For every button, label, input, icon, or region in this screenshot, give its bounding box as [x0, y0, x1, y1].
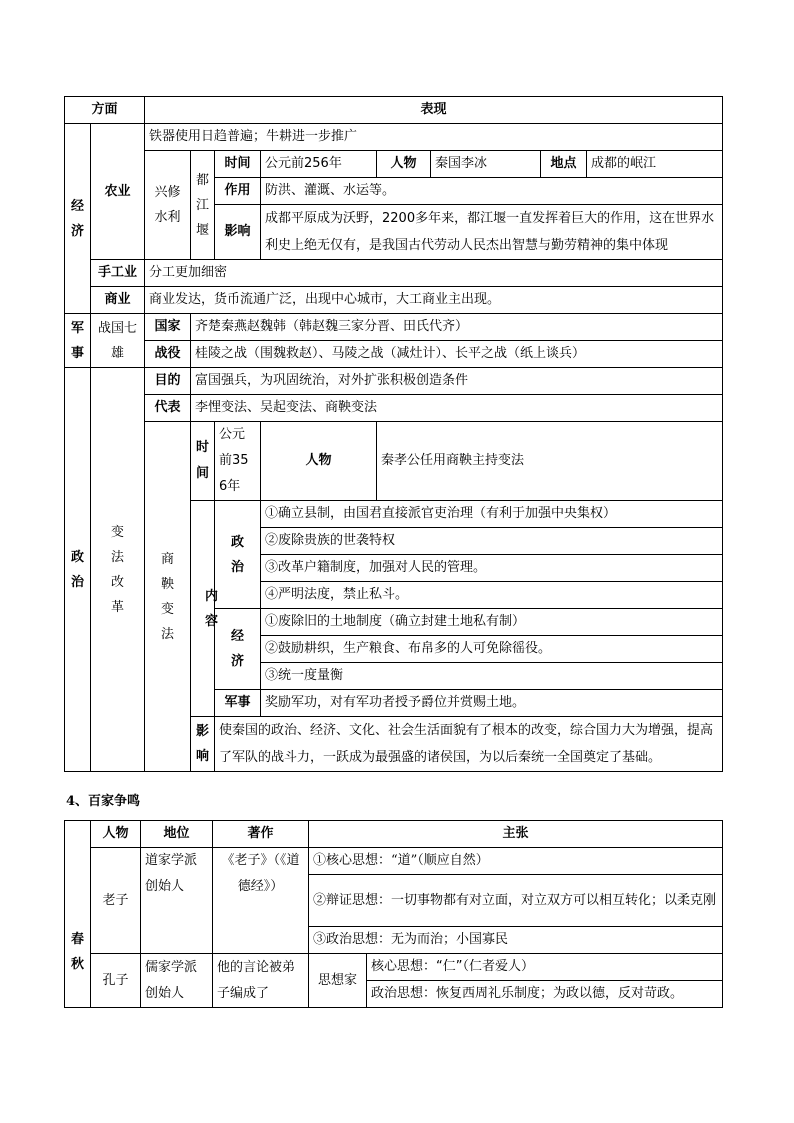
sy-person-label: 人物: [261, 422, 377, 501]
reform-label: 变法改革: [91, 368, 145, 772]
battles-label: 战役: [145, 341, 191, 368]
place-label: 地点: [541, 151, 587, 178]
confucius-idea: 政治思想：恢复西周礼乐制度；为政以德，反对苛政。: [367, 981, 723, 1008]
sy-time-value: 公元前356年: [215, 422, 261, 501]
agriculture-summary: 铁器使用日趋普遍；牛耕进一步推广: [145, 124, 723, 151]
handicraft-value: 分工更加细密: [145, 260, 723, 287]
sy-impact-label: 影响: [191, 717, 215, 772]
history-table: [64, 96, 723, 772]
laozi-idea: ③政治思想：无为而治；小国寡民: [309, 927, 723, 954]
economic-label: 经济: [215, 609, 261, 690]
schools-table: [64, 820, 723, 1008]
handicraft-label: 手工业: [91, 260, 145, 287]
political-item: ④严明法度，禁止私斗。: [261, 582, 723, 609]
time-value: 公元前256年: [261, 151, 377, 178]
project-action: 兴修水利: [145, 151, 191, 260]
laozi-works: 《老子》（《道德经》）: [213, 848, 309, 954]
function-label: 作用: [215, 178, 261, 205]
section-title: 4、百家争鸣: [66, 794, 141, 809]
military-label: 军事: [65, 314, 91, 368]
project-name: 都江堰: [191, 151, 215, 260]
purpose-label: 目的: [145, 368, 191, 395]
confucius-role: 思想家: [309, 954, 367, 1008]
shangyang-label: 商鞅变法: [145, 422, 191, 772]
economic-item: ③统一度量衡: [261, 663, 723, 690]
politics-label: 政治: [65, 368, 91, 772]
political-item: ①确立县制，由国君直接派官吏治理（有利于加强中央集权）: [261, 501, 723, 528]
place-value: 成都的岷江: [587, 151, 723, 178]
economic-item: ②鼓励耕织，生产粮食、布帛多的人可免除徭役。: [261, 636, 723, 663]
agriculture-label: 农业: [91, 124, 145, 260]
confucius-status: 儒家学派创始人: [141, 954, 213, 1008]
economic-item: ①废除旧的土地制度（确立封建土地私有制）: [261, 609, 723, 636]
laozi-idea: ①核心思想：“道”（顺应自然）: [309, 848, 723, 875]
sy-military-value: 奖励军功，对有军功者授予爵位并赏赐土地。: [261, 690, 723, 717]
content-label: 内容: [191, 501, 215, 717]
laozi-status: 道家学派创始人: [141, 848, 213, 954]
person-label: 人物: [377, 151, 431, 178]
confucius-works: 他的言论被弟子编成了: [213, 954, 309, 1008]
representative-value: 李悝变法、吴起变法、商鞅变法: [191, 395, 723, 422]
sy-person-value: 秦孝公任用商鞅主持变法: [377, 422, 723, 501]
political-item: ③改革户籍制度，加强对人民的管理。: [261, 555, 723, 582]
economy-label: 经济: [65, 124, 91, 314]
impact-value: 成都平原成为沃野，2200多年来，都江堰一直发挥着巨大的作用，这在世界水利史上绝无仅有，是我国古代劳动人民杰出智慧与勤劳精神的集中体现: [261, 205, 723, 260]
political-item: ②废除贵族的世袭特权: [261, 528, 723, 555]
political-label: 政治: [215, 501, 261, 609]
warring-states-label: 战国七雄: [91, 314, 145, 368]
states-value: 齐楚秦燕赵魏韩（韩赵魏三家分晋、田氏代齐）: [191, 314, 723, 341]
commerce-label: 商业: [91, 287, 145, 314]
header-ideas: 主张: [309, 821, 723, 848]
header-aspect: 方面: [65, 97, 145, 124]
sy-time-label: 时间: [191, 422, 215, 501]
person-value: 秦国李冰: [431, 151, 541, 178]
laozi-name: 老子: [91, 848, 141, 954]
states-label: 国家: [145, 314, 191, 341]
header-performance: 表现: [145, 97, 723, 124]
header-works: 著作: [213, 821, 309, 848]
battles-value: 桂陵之战（围魏救赵）、马陵之战（减灶计）、长平之战（纸上谈兵）: [191, 341, 723, 368]
sy-impact-value: 使秦国的政治、经济、文化、社会生活面貌有了根本的改变，综合国力大为增强，提高了军队的战斗力，一跃成为最强盛的诸侯国，为以后秦统一全国奠定了基础。: [215, 717, 723, 772]
sy-military-label: 军事: [215, 690, 261, 717]
confucius-idea: 核心思想：“仁”（仁者爱人）: [367, 954, 723, 981]
function-value: 防洪、灌溉、水运等。: [261, 178, 723, 205]
purpose-value: 富国强兵，为巩固统治，对外扩张积极创造条件: [191, 368, 723, 395]
time-label: 时间: [215, 151, 261, 178]
commerce-value: 商业发达，货币流通广泛，出现中心城市，大工商业主出现。: [145, 287, 723, 314]
period-label: 春秋: [65, 821, 91, 1008]
header-person: 人物: [91, 821, 141, 848]
representative-label: 代表: [145, 395, 191, 422]
impact-label: 影响: [215, 205, 261, 260]
confucius-name: 孔子: [91, 954, 141, 1008]
header-status: 地位: [141, 821, 213, 848]
laozi-idea: ②辩证思想：一切事物都有对立面，对立双方可以相互转化；以柔克刚: [309, 875, 723, 927]
